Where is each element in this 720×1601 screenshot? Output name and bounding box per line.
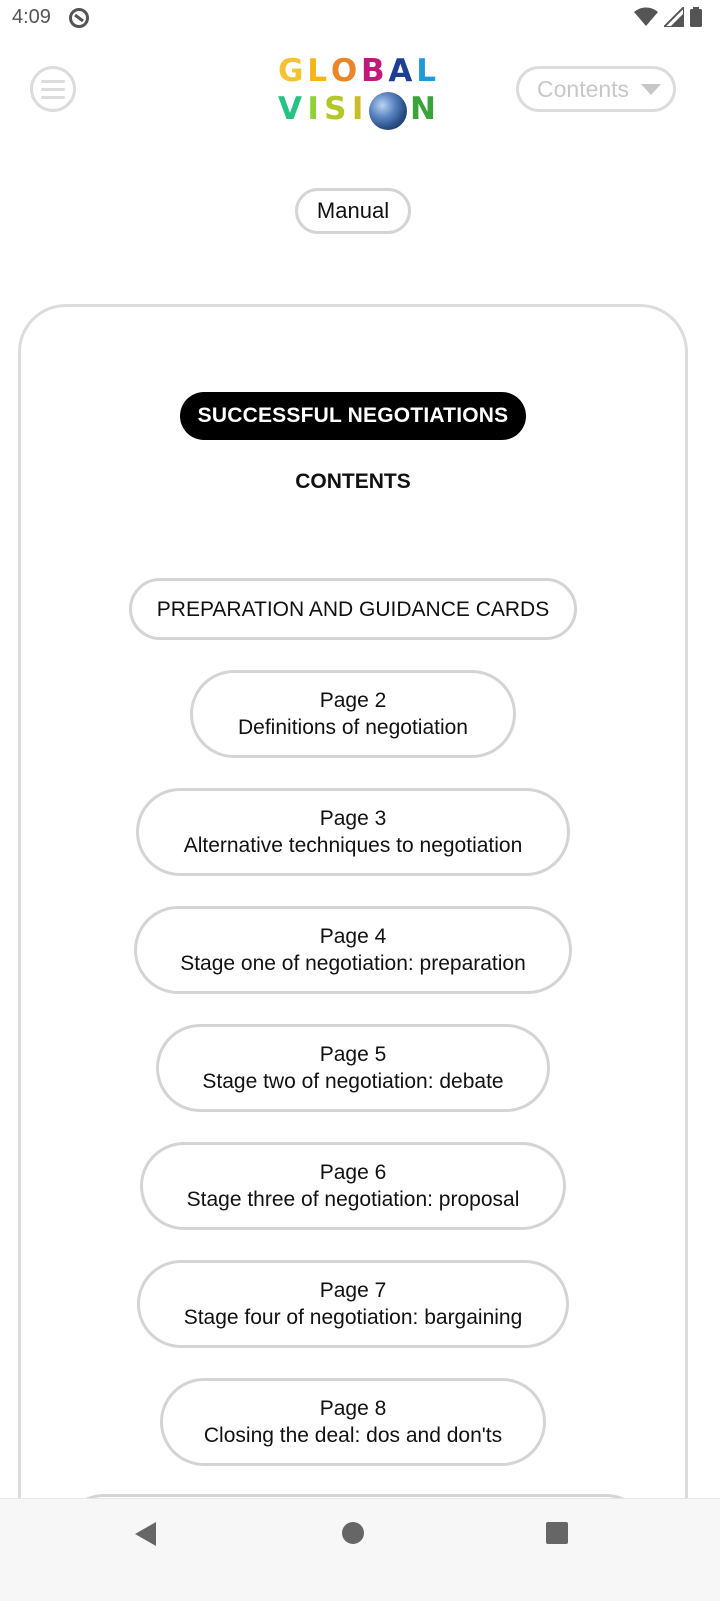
logo-letter: S [324, 91, 349, 127]
globe-icon [369, 92, 407, 130]
back-icon[interactable] [134, 1521, 158, 1547]
toc-page-number: Page 5 [319, 1043, 387, 1066]
status-time: 4:09 [12, 6, 51, 28]
toc-item-page-5[interactable] [156, 1024, 550, 1112]
toc-page-title: Closing the deal: dos and don'ts [203, 1424, 503, 1447]
card-title [180, 392, 526, 440]
toc-page-number: Page 3 [319, 807, 387, 830]
section-label: PREPARATION AND GUIDANCE CARDS [156, 597, 550, 621]
logo-letter: I [351, 91, 366, 127]
toc-page-number: Page 2 [319, 689, 387, 712]
toc-page-number: Page 6 [319, 1161, 387, 1184]
toc-page-title: Alternative techniques to negotiation [183, 834, 523, 857]
toc-page-title: Stage four of negotiation: bargaining [183, 1306, 523, 1329]
toc-item-page-7[interactable] [137, 1260, 569, 1348]
toc-item-page-8[interactable] [160, 1378, 546, 1466]
home-icon[interactable] [342, 1522, 364, 1544]
toc-page-title: Definitions of negotiation [238, 716, 468, 739]
toc-page-title: Stage three of negotiation: proposal [186, 1188, 520, 1211]
logo-letter: L [307, 53, 330, 89]
wifi-icon [634, 7, 658, 27]
logo-line-1 [278, 52, 438, 90]
hamburger-icon-line [41, 96, 65, 99]
hamburger-icon-line [41, 80, 65, 83]
contents-dropdown[interactable] [516, 66, 676, 112]
chevron-down-icon [641, 84, 661, 95]
battery-icon [690, 7, 702, 27]
status-bar [0, 0, 720, 36]
contents-dropdown-label: Contents [537, 75, 630, 102]
toc-page-number: Page 4 [319, 925, 387, 948]
menu-button[interactable] [30, 66, 76, 112]
toc-page-title: Stage two of negotiation: debate [202, 1070, 504, 1093]
logo-letter: N [409, 91, 438, 127]
contents-heading: CONTENTS [295, 470, 411, 493]
logo-letter: I [307, 91, 321, 127]
toc-page-title: Stage one of negotiation: preparation [180, 952, 526, 975]
logo-letter: O [330, 53, 360, 89]
logo-line-2 [278, 90, 438, 128]
toc-page-number: Page 8 [319, 1397, 387, 1420]
manual-button[interactable] [295, 188, 411, 234]
manual-button-label: Manual [316, 198, 390, 223]
status-icons [634, 7, 702, 27]
logo-letter: A [388, 53, 415, 89]
toc-item-page-4[interactable] [134, 906, 572, 994]
toc-item-page-2[interactable] [190, 670, 516, 758]
toc-item-page-3[interactable] [136, 788, 570, 876]
toc-page-number: Page 7 [319, 1279, 387, 1302]
logo-letter: L [416, 53, 438, 89]
card-title-text: SUCCESSFUL NEGOTIATIONS [197, 404, 509, 427]
logo-letter: V [278, 91, 304, 127]
recent-apps-icon[interactable] [546, 1522, 568, 1544]
logo-letter: B [360, 53, 387, 89]
hamburger-icon-line [41, 88, 65, 91]
global-vision-logo [278, 52, 438, 136]
do-not-disturb-icon [68, 7, 90, 29]
signal-icon [664, 7, 684, 27]
logo-letter: G [278, 53, 306, 89]
section-preparation-guidance[interactable] [129, 578, 577, 640]
system-navigation-bar [0, 1498, 720, 1601]
toc-item-page-6[interactable] [140, 1142, 566, 1230]
